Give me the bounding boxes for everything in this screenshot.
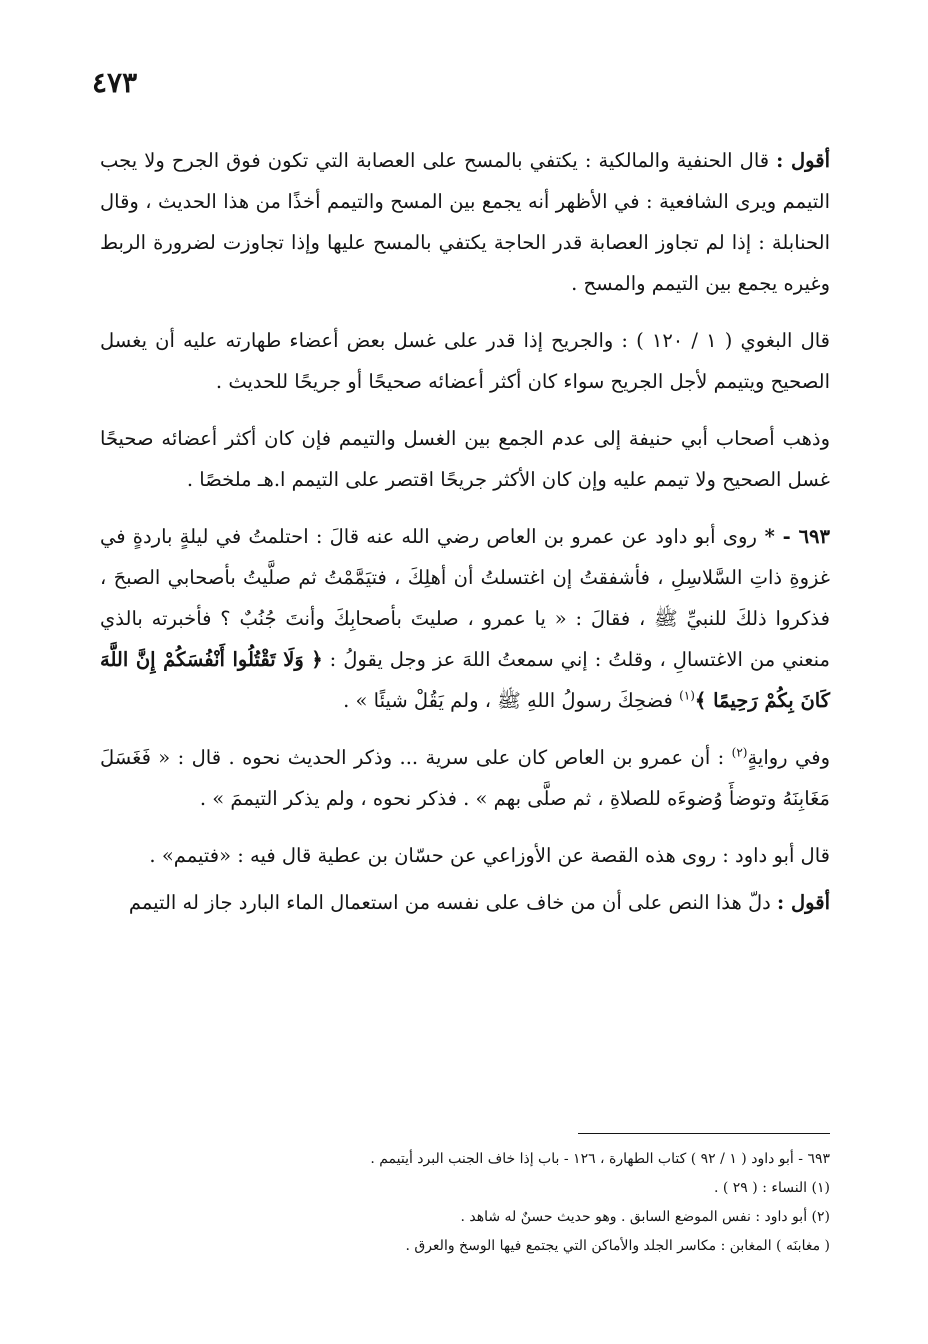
paragraph-text: دلّ هذا النص على أن من خاف على نفسه من استعمال الماء البارد جاز له التيمم: [128, 891, 778, 914]
quran-verse: ﴿ وَلَا تَقْتُلُوا أَنْفُسَكُمْ إِنَّ اللَّهَ كَانَ بِكُمْ رَحِيمًا ﴾: [100, 648, 830, 712]
paragraph-text: روى أبو داود عن عمرو بن العاص رضي الله عنه قالَ : احتلمتُ في ليلةٍ باردةٍ في غزوةِ ذاتِ السَّلاسِلِ ، فأشفقتُ إن اغتسلتُ أن أهلِكَ ، فتيَمَّمْتُ ثم صلَّيتُ بأصحابي الصبحَ ، فذكروا ذلكَ للنبيِّ ﷺ ، فقالَ : « يا عمرو ، صليتَ بأصحابِكَ وأنتَ جُنُبٌ ؟ فأخبرته بالذي منعني من الاغتسالِ ، وقلتُ : إني سمعتُ اللهَ عز وجل يقولُ :: [100, 525, 830, 671]
paragraph-text: قال أبو داود : روى هذه القصة عن الأوزاعي عن حسّان بن عطية قال فيه : «فتيمم» .: [149, 844, 830, 867]
footnote-1: (١) النساء : ( ٢٩ ) .: [713, 1180, 830, 1196]
paragraph-abu-dawud: [100, 835, 830, 876]
footnote-2: (٢) أبو داود : نفس الموضع السابق . وهو حديث حسنٌ له شاهد .: [460, 1209, 830, 1225]
page-number: ٤٧٣: [92, 66, 138, 99]
paragraph-text-after: : أن عمرو بن العاص كان على سرية ... وذكر الحديث نحوه . قال : « فَغَسَلَ مَغَابِنَهُ وتوضأَ وُضوءَه للصلاةِ ، ثم صلَّى بهم » . فذكر نحوه ، ولم يذكر التيممَ » .: [100, 746, 830, 810]
paragraph-lead: أقول :: [776, 149, 830, 172]
paragraph-hadith-693: [100, 516, 830, 721]
footnote-marker: (١): [679, 688, 695, 703]
paragraph-scholars-opinions: [100, 140, 830, 304]
paragraph-text: قال البغوي ( ١ / ١٢٠ ) : والجريح إذا قدر على غسل بعض أعضاء طهارته عليه أن يغسل الصحيح ويتيمم لأجل الجريح سواء كان أكثر أعضائه صحيحًا أو جريحًا للحديث .: [100, 329, 830, 393]
paragraph-conclusion: [100, 882, 830, 923]
paragraph-hanafi: [100, 418, 830, 500]
paragraph-baghawi: [100, 320, 830, 402]
main-text: [100, 140, 830, 939]
footnote-separator: [578, 1133, 830, 1134]
paragraph-lead: أقول :: [777, 891, 830, 914]
paragraph-text: قال الحنفية والمالكية : يكتفي بالمسح على العصابة التي تكون فوق الجرح ولا يجب التيمم ويرى الشافعية : في الأظهر أنه يجمع بين المسح والتيمم أخذًا من هذا الحديث ، وقال الحنابلة : إذا لم تجاوز العصابة قدر الحاجة يكتفي بالمسح عليها وإذا تجاوزت لضرورة الربط وغيره يجمع بين التيمم والمسح .: [100, 149, 830, 295]
paragraph-text: وفي روايةٍ: [747, 746, 831, 769]
paragraph-text-after: فضحِكَ رسولُ اللهِ ﷺ ، ولم يَقُلْ شيئًا » .: [343, 689, 680, 712]
footnote-glossary: ( مغابنَه ) المغابن : مكاسر الجلد والأماكن التي يجتمع فيها الوسخ والعرق .: [405, 1238, 830, 1254]
footnote-source: ٦٩٣ - أبو داود ( ١ / ٩٢ ) كتاب الطهارة ، ١٢٦ - باب إذا خاف الجنب البرد أيتيمم .: [370, 1151, 830, 1167]
paragraph-text: وذهب أصحاب أبي حنيفة إلى عدم الجمع بين الغسل والتيمم فإن كان أكثر أعضائه صحيحًا غسل الصحيح ولا تيمم عليه وإن كان الأكثر جريحًا اقتصر على التيمم ا.هـ ملخصًا .: [100, 427, 830, 491]
footnotes: [110, 1145, 830, 1261]
paragraph-riwaya: [100, 737, 830, 819]
footnote-marker: (٢): [731, 745, 748, 760]
hadith-number: ٦٩٣ - *: [756, 525, 830, 548]
